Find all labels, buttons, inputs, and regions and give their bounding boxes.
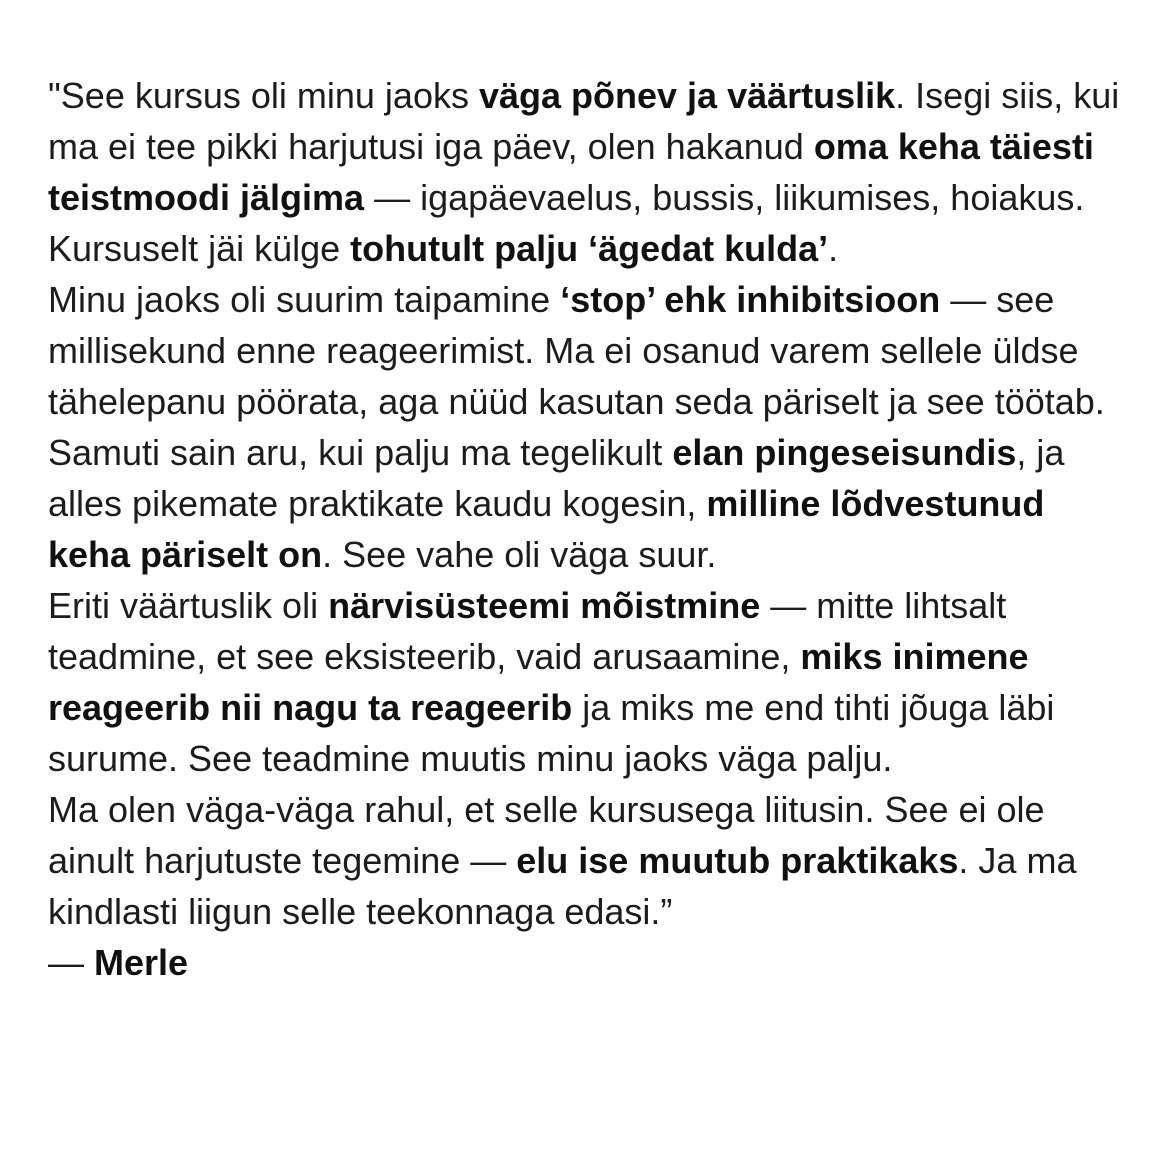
paragraph-4 xyxy=(48,784,1133,937)
text-segment: . Ja ma kindlasti liigun selle teekonnaga edasi.” xyxy=(48,840,1077,932)
text-segment: . See vahe oli väga suur. xyxy=(322,534,717,575)
bold-segment: tohutult palju ‘ägedat kulda’ xyxy=(350,228,829,269)
signature-dash: — xyxy=(48,942,95,983)
author-name: Merle xyxy=(94,942,189,983)
text-segment: — igapäevaelus, bussis, liikumises, hoiakus. Kursuselt jäi külge xyxy=(48,177,1085,269)
text-segment: Eriti väärtuslik oli xyxy=(48,585,329,626)
bold-segment: väga põnev ja väärtuslik xyxy=(478,75,896,116)
bold-segment: oma keha täiesti teistmoodi jälgima xyxy=(48,126,1094,218)
text-segment: , ja alles pikemate praktikate kaudu kogesin, xyxy=(48,432,1065,524)
text-segment: ja miks me end tihti jõuga läbi surume. See teadmine muutis minu jaoks väga palju. xyxy=(48,687,1055,779)
text-segment: . xyxy=(828,228,839,269)
bold-segment: miks inimene reageerib nii nagu ta reageerib xyxy=(48,636,1029,728)
testimonial-quote xyxy=(48,70,1133,988)
paragraph-3 xyxy=(48,580,1133,784)
signature xyxy=(48,937,1133,988)
text-segment: . Isegi siis, kui ma ei tee pikki harjutusi iga päev, olen hakanud xyxy=(48,75,1120,167)
bold-segment: närvisüsteemi mõistmine xyxy=(328,585,761,626)
paragraph-2 xyxy=(48,274,1133,580)
text-segment: Minu jaoks oli suurim taipamine xyxy=(48,279,561,320)
text-segment: — mitte lihtsalt teadmine, et see eksisteerib, vaid arusaamine, xyxy=(48,585,1007,677)
text-segment: "See kursus oli minu jaoks xyxy=(48,75,479,116)
bold-segment: elu ise muutub praktikaks xyxy=(516,840,959,881)
bold-segment: milline lõdvestunud keha päriselt on xyxy=(48,483,1045,575)
paragraph-1 xyxy=(48,70,1133,274)
text-segment: — see millisekund enne reageerimist. Ma ei osanud varem sellele üldse tähelepanu pöörata, aga nüüd kasutan seda päriselt ja see töötab. Samuti sain aru, kui palju ma tegelikult xyxy=(48,279,1105,473)
bold-segment: elan pingeseisundis xyxy=(672,432,1017,473)
text-segment: Ma olen väga-väga rahul, et selle kursusega liitusin. See ei ole ainult harjutuste tegemine — xyxy=(48,789,1045,881)
bold-segment: ‘stop’ ehk inhibitsioon xyxy=(560,279,941,320)
